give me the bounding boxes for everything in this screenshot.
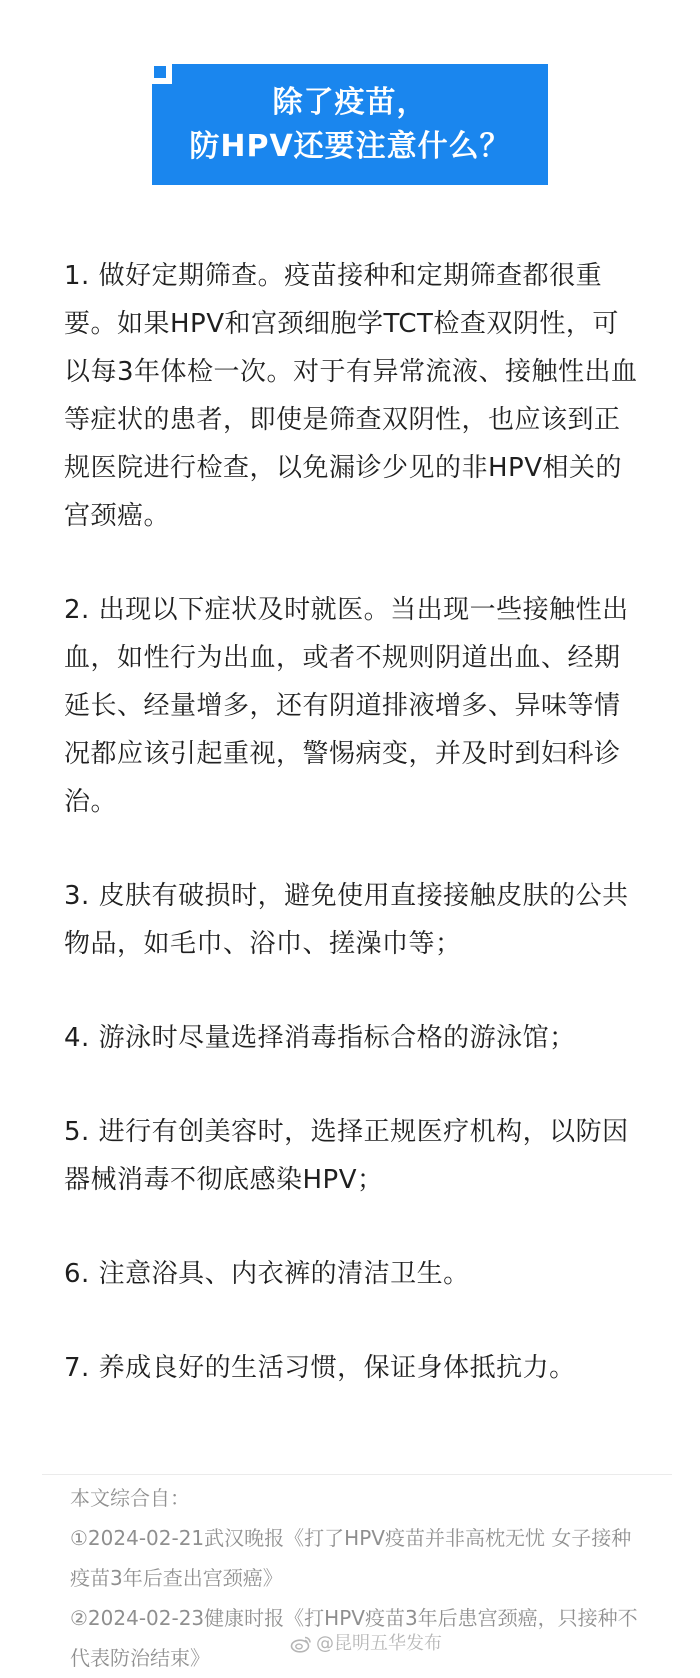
- watermark: [290, 1632, 442, 1656]
- tip-item-6: 6. 注意浴具、内衣裤的清洁卫生。: [64, 1259, 470, 1289]
- divider: [42, 1474, 672, 1475]
- tip-item-1: 1. 做好定期筛查。疫苗接种和定期筛查都很重要。如果HPV和宫颈细胞学TCT检查双阴性，可以每3年体检一次。对于有异常流液、接触性出血等症状的患者，即使是筛查双阴性，也应该到正规医院进行检查，以免漏诊少见的非HPV相关的宫颈癌。: [64, 261, 638, 531]
- corner-decoration: [152, 64, 172, 84]
- source-entry-2: ②2024-02-23健康时报《打HPV疫苗3年后患宫颈癌，只接种不代表防治结束》: [70, 1606, 638, 1670]
- tip-item-4: 4. 游泳时尽量选择消毒指标合格的游泳馆；: [64, 1023, 576, 1053]
- tip-item-3: 3. 皮肤有破损时，避免使用直接接触皮肤的公共物品，如毛巾、浴巾、搓澡巾等；: [64, 881, 629, 959]
- sources-label: 本文综合自：: [70, 1486, 190, 1510]
- article-body: [64, 252, 640, 1392]
- weibo-icon: [290, 1635, 312, 1653]
- source-entry-1: ①2024-02-21武汉晚报《打了HPV疫苗并非高枕无忧 女子接种疫苗3年后查出宫颈癌》: [70, 1526, 632, 1590]
- tip-item-5: 5. 进行有创美容时，选择正规医疗机构，以防因器械消毒不彻底感染HPV；: [64, 1117, 629, 1195]
- title-line-1: 除了疫苗，: [272, 84, 428, 120]
- tip-item-7: 7. 养成良好的生活习惯，保证身体抵抗力。: [64, 1353, 576, 1383]
- title-line-2: 防HPV还要注意什么？: [189, 128, 511, 164]
- watermark-text: @昆明五华发布: [316, 1633, 442, 1654]
- title-banner: [152, 64, 548, 185]
- tip-item-2: 2. 出现以下症状及时就医。当出现一些接触性出血，如性行为出血，或者不规则阴道出血、经期延长、经量增多，还有阴道排液增多、异味等情况都应该引起重视，警惕病变，并及时到妇科诊治。: [64, 595, 629, 817]
